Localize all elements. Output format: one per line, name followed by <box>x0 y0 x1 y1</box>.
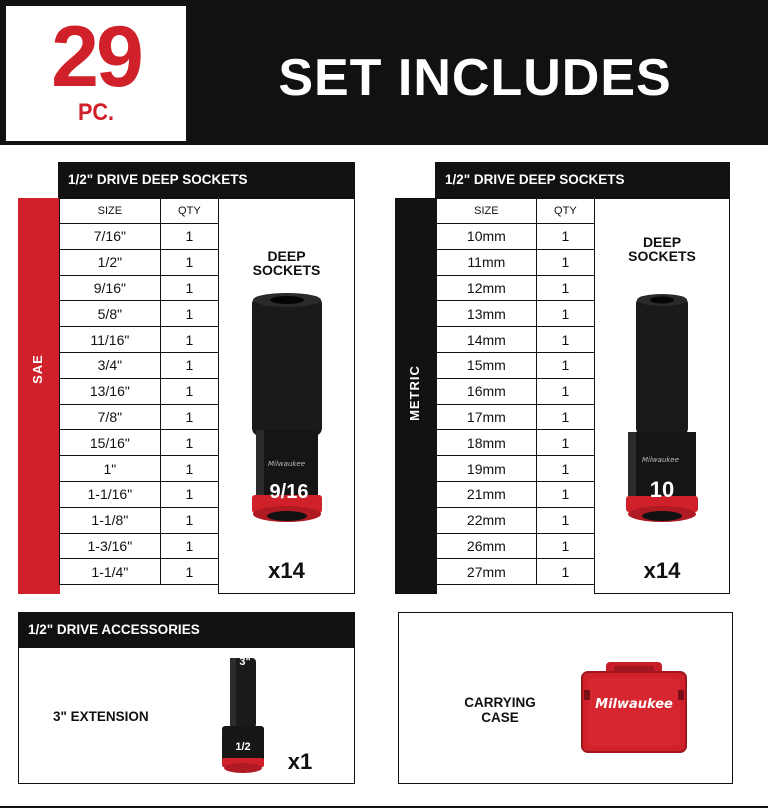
extension-bar-image <box>218 656 268 776</box>
sae-section-title: 1/2" DRIVE DEEP SOCKETS <box>58 162 355 198</box>
size-cell: 11mm <box>437 249 537 275</box>
size-cell: 1-1/16" <box>60 481 161 507</box>
qty-cell: 1 <box>160 481 218 507</box>
table-row <box>437 378 595 404</box>
extension-multiplier: x1 <box>287 749 313 774</box>
table-row <box>60 378 219 404</box>
metric-socket-title-line1: DEEP <box>642 234 682 250</box>
qty-cell: 1 <box>536 404 594 430</box>
qty-cell: 1 <box>536 430 594 456</box>
table-row <box>437 507 595 533</box>
table-row <box>437 352 595 378</box>
accessories-section-title: 1/2" DRIVE ACCESSORIES <box>18 612 355 648</box>
table-header-row <box>437 199 595 224</box>
table-row <box>437 249 595 275</box>
qty-cell: 1 <box>160 327 218 353</box>
qty-cell: 1 <box>536 507 594 533</box>
table-header-row <box>60 199 219 224</box>
qty-cell: 1 <box>536 327 594 353</box>
table-row <box>60 224 219 250</box>
size-cell: 27mm <box>437 559 537 585</box>
carrying-case-label-line1: CARRYING <box>464 695 536 710</box>
qty-cell: 1 <box>160 352 218 378</box>
metric-section-title: 1/2" DRIVE DEEP SOCKETS <box>435 162 730 198</box>
piece-count-number: 29 <box>51 9 141 105</box>
qty-cell: 1 <box>160 224 218 250</box>
sae-socket-title-line2: SOCKETS <box>252 262 321 278</box>
qty-cell: 1 <box>160 404 218 430</box>
sae-socket-title-line1: DEEP <box>267 248 306 264</box>
metric-socket-title <box>594 235 730 263</box>
table-row <box>60 352 219 378</box>
size-cell: 18mm <box>437 430 537 456</box>
size-cell: 3/4" <box>60 352 161 378</box>
piece-count-unit: PC. <box>77 99 114 126</box>
table-row <box>437 301 595 327</box>
sae-socket-marking: 9/16 <box>269 481 309 503</box>
size-cell: 14mm <box>437 327 537 353</box>
size-cell: 1-3/16" <box>60 533 161 559</box>
qty-cell: 1 <box>160 533 218 559</box>
page-title: SET INCLUDES <box>278 49 672 107</box>
table-row <box>60 533 219 559</box>
table-row <box>437 430 595 456</box>
qty-cell: 1 <box>536 533 594 559</box>
qty-cell: 1 <box>536 275 594 301</box>
sae-side-label: SAE <box>30 354 45 384</box>
size-cell: 21mm <box>437 481 537 507</box>
table-row <box>60 430 219 456</box>
table-row <box>437 327 595 353</box>
qty-cell: 1 <box>160 430 218 456</box>
table-row <box>437 456 595 482</box>
extension-marking: 1/2 <box>235 741 251 753</box>
qty-cell: 1 <box>536 481 594 507</box>
table-row <box>60 559 219 585</box>
table-row <box>60 404 219 430</box>
carrying-case-label <box>440 695 560 725</box>
table-row <box>437 481 595 507</box>
qty-cell: 1 <box>160 301 218 327</box>
qty-cell: 1 <box>160 559 218 585</box>
qty-cell: 1 <box>536 456 594 482</box>
metric-size-table <box>436 198 595 585</box>
sae-socket-title <box>218 249 355 277</box>
size-cell: 15mm <box>437 352 537 378</box>
table-row <box>437 275 595 301</box>
qty-cell: 1 <box>536 224 594 250</box>
qty-cell: 1 <box>536 249 594 275</box>
metric-socket-title-line2: SOCKETS <box>628 248 696 264</box>
size-cell: 7/16" <box>60 224 161 250</box>
size-cell: 13mm <box>437 301 537 327</box>
size-cell: 26mm <box>437 533 537 559</box>
size-cell: 17mm <box>437 404 537 430</box>
size-cell: 1/2" <box>60 249 161 275</box>
col-header-qty: QTY <box>536 199 594 224</box>
sae-multiplier: x14 <box>268 558 305 583</box>
metric-side-label: METRIC <box>407 365 422 421</box>
table-row <box>60 327 219 353</box>
qty-cell: 1 <box>160 507 218 533</box>
qty-cell: 1 <box>160 456 218 482</box>
table-row <box>437 559 595 585</box>
metric-multiplier: x14 <box>643 558 681 583</box>
table-row <box>60 275 219 301</box>
svg-text:Milwaukee: Milwaukee <box>268 460 306 468</box>
metric-socket-marking: 10 <box>649 477 675 502</box>
size-cell: 10mm <box>437 224 537 250</box>
qty-cell: 1 <box>160 275 218 301</box>
carrying-case-label-line2: CASE <box>481 710 519 725</box>
table-row <box>60 481 219 507</box>
svg-text:Milwaukee: Milwaukee <box>642 456 680 464</box>
size-cell: 5/8" <box>60 301 161 327</box>
size-cell: 13/16" <box>60 378 161 404</box>
qty-cell: 1 <box>536 378 594 404</box>
size-cell: 16mm <box>437 378 537 404</box>
size-cell: 1" <box>60 456 161 482</box>
table-row <box>60 456 219 482</box>
table-row <box>60 249 219 275</box>
size-cell: 1-1/4" <box>60 559 161 585</box>
sae-size-table <box>59 198 219 585</box>
size-cell: 11/16" <box>60 327 161 353</box>
col-header-size: SIZE <box>60 199 161 224</box>
size-cell: 22mm <box>437 507 537 533</box>
size-cell: 12mm <box>437 275 537 301</box>
bottom-rule <box>0 806 768 808</box>
case-brand-logo: Milwaukee <box>595 697 673 712</box>
table-row <box>60 507 219 533</box>
size-cell: 9/16" <box>60 275 161 301</box>
table-row <box>60 301 219 327</box>
table-row <box>437 533 595 559</box>
size-cell: 15/16" <box>60 430 161 456</box>
qty-cell: 1 <box>536 301 594 327</box>
qty-cell: 1 <box>536 352 594 378</box>
extension-label: 3" EXTENSION <box>53 709 149 724</box>
size-cell: 19mm <box>437 456 537 482</box>
qty-cell: 1 <box>160 378 218 404</box>
table-row <box>437 404 595 430</box>
qty-cell: 1 <box>160 249 218 275</box>
col-header-qty: QTY <box>160 199 218 224</box>
qty-cell: 1 <box>536 559 594 585</box>
table-row <box>437 224 595 250</box>
size-cell: 1-1/8" <box>60 507 161 533</box>
col-header-size: SIZE <box>437 199 537 224</box>
extension-top-marking: 3" <box>239 656 251 668</box>
size-cell: 7/8" <box>60 404 161 430</box>
